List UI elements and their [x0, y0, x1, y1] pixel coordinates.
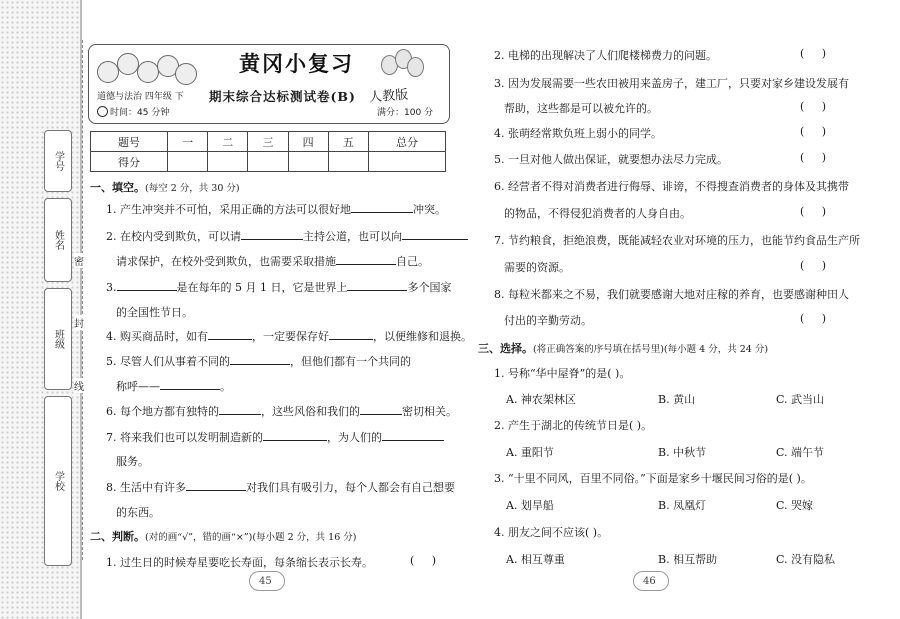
question-choice-3: 3. “十里不同风，百里不同俗。”下面是家乡十堰民间习俗的是( )。 — [494, 472, 812, 485]
answer-paren[interactable]: ( ) — [800, 312, 827, 325]
cut-line — [82, 40, 83, 560]
question-fill-7: 7. 将来我们也可以发明制造新的 ，为人们的 — [106, 431, 444, 444]
score-cell: 题号 — [91, 132, 168, 152]
question-choice-2: 2. 产生于湖北的传统节日是( )。 — [494, 419, 653, 432]
name-box — [44, 198, 72, 282]
choice-option[interactable]: C. 哭嫁 — [776, 499, 814, 512]
cut-mark-mi: 密 — [74, 253, 84, 268]
score-input-cell[interactable] — [208, 152, 248, 172]
score-cell: 得分 — [91, 152, 168, 172]
question-judge-6: 6. 经营者不得对消费者进行侮辱、诽谤，不得搜查消费者的身体及其携带 — [494, 180, 849, 193]
section-fill-heading: 一、填空。(每空 2 分，共 30 分) — [90, 181, 240, 194]
edition-label: 人教版 — [368, 87, 409, 106]
answer-blank[interactable] — [219, 405, 261, 415]
time-limit: 时间：45 分钟 — [110, 108, 170, 118]
binding-margin — [0, 0, 82, 619]
score-cell: 三 — [248, 132, 288, 152]
exam-title: 期末综合达标测试卷(B) — [209, 89, 356, 104]
score-cell: 二 — [208, 132, 248, 152]
question-fill-4: 4. 购买商品时，如有 ，一定要保存好 ，以便维修和退换。 — [106, 330, 472, 343]
class-label: 班级 — [52, 329, 64, 349]
score-cell: 五 — [328, 132, 368, 152]
answer-blank[interactable] — [336, 255, 396, 265]
answer-blank[interactable] — [263, 431, 327, 441]
choice-option[interactable]: B. 中秋节 — [658, 446, 707, 459]
question-judge-1: 1. 过生日的时候寿星要吃长寿面，每条缩长表示长寿。 — [106, 556, 373, 569]
score-input-cell[interactable] — [168, 152, 208, 172]
section-choice-heading: 三、选择。(将正确答案的序号填在括号里)(每小题 4 分，共 24 分) — [478, 342, 769, 355]
answer-blank[interactable] — [351, 203, 413, 213]
page-number-right: 46 — [643, 576, 656, 587]
answer-paren[interactable]: ( ) — [800, 47, 827, 60]
exam-header — [88, 44, 450, 124]
section-judge-heading: 二、判断。(对的画“√”，错的画“×”)(每小题 2 分，共 16 分) — [90, 530, 357, 543]
question-fill-6: 6. 每个地方都有独特的 ，这些风俗和我们的 密切相关。 — [106, 405, 457, 418]
answer-paren[interactable]: ( ) — [800, 205, 827, 218]
answer-blank[interactable] — [186, 481, 246, 491]
clock-icon — [97, 106, 108, 117]
score-cell: 总分 — [368, 132, 445, 152]
answer-blank[interactable] — [329, 330, 373, 340]
school-label: 学校 — [52, 471, 64, 491]
question-choice-4: 4. 朋友之间不应该( )。 — [494, 526, 609, 539]
cut-mark-xian: 线 — [74, 378, 84, 393]
question-choice-1: 1. 号称“华中屋脊”的是( )。 — [494, 367, 631, 380]
answer-blank[interactable] — [208, 330, 252, 340]
question-judge-7-cont: 需要的资源。 — [504, 261, 570, 274]
question-fill-7-cont: 服务。 — [116, 455, 149, 468]
choice-option[interactable]: A. 相互尊重 — [506, 553, 565, 566]
question-fill-2-cont: 请求保护，在校外受到欺负，也需要采取措施 自己。 — [116, 255, 429, 268]
question-judge-8-cont: 付出的辛勤劳动。 — [504, 314, 592, 327]
choice-option[interactable]: C. 没有隐私 — [776, 553, 836, 566]
subject-grade: 道德与法治 四年级 下 — [97, 92, 184, 102]
name-label: 姓名 — [52, 230, 64, 250]
question-fill-8: 8. 生活中有许多 对我们具有吸引力，每个人都会有自己想要 — [106, 481, 455, 494]
answer-paren[interactable]: ( ) — [800, 100, 827, 113]
question-fill-1: 1. 产生冲突并不可怕，采用正确的方法可以很好地 冲突。 — [106, 203, 446, 216]
answer-blank[interactable] — [241, 230, 303, 240]
answer-paren[interactable]: ( ) — [800, 125, 827, 138]
question-judge-4: 4. 张萌经常欺负班上弱小的同学。 — [494, 127, 662, 140]
answer-blank[interactable] — [230, 355, 290, 365]
choice-option[interactable]: A. 重阳节 — [506, 446, 554, 459]
question-fill-2: 2. 在校内受到欺负，可以请 主持公道，也可以向 — [106, 230, 468, 243]
page-number-left: 45 — [259, 576, 272, 587]
question-judge-8: 8. 每粒米都来之不易，我们就要感谢大地对庄稼的养育，也要感谢种田人 — [494, 288, 849, 301]
children-illustration — [95, 49, 195, 87]
answer-blank[interactable] — [402, 230, 468, 240]
score-cell: 一 — [168, 132, 208, 152]
brand-logo-text: 黄冈小复习 — [239, 52, 354, 76]
question-judge-3: 3. 因为发展需要一些农田被用来盖房子，建工厂，只要对家乡建设发展有 — [494, 77, 849, 90]
balloon-illustration — [379, 49, 425, 85]
question-fill-5: 5. 尽管人们从事着不同的 ，但他们都有一个共同的 — [106, 355, 411, 368]
choice-option[interactable]: B. 凤凰灯 — [658, 499, 707, 512]
choice-option[interactable]: C. 端午节 — [776, 446, 825, 459]
score-input-cell[interactable] — [368, 152, 445, 172]
answer-paren[interactable]: ( ) — [800, 259, 827, 272]
class-box — [44, 288, 72, 390]
score-input-cell[interactable] — [288, 152, 328, 172]
answer-blank[interactable] — [160, 380, 220, 390]
score-input-cell[interactable] — [328, 152, 368, 172]
score-table-score-row — [91, 152, 446, 172]
answer-paren[interactable]: ( ) — [800, 151, 827, 164]
answer-blank[interactable] — [117, 281, 177, 291]
choice-option[interactable]: A. 划旱船 — [506, 499, 554, 512]
question-judge-2: 2. 电梯的出现解决了人们爬楼梯费力的问题。 — [494, 49, 717, 62]
answer-paren[interactable]: ( ) — [410, 554, 437, 567]
answer-blank[interactable] — [347, 281, 407, 291]
question-fill-5-cont: 称呼—— 。 — [116, 380, 231, 393]
score-input-cell[interactable] — [248, 152, 288, 172]
choice-option[interactable]: C. 武当山 — [776, 393, 825, 406]
score-table-header-row — [91, 132, 446, 152]
question-fill-3: 3. 是在每年的 5 月 1 日，它是世界上 多个国家 — [106, 281, 452, 294]
school-box — [44, 396, 72, 566]
choice-option[interactable]: B. 相互帮助 — [658, 553, 718, 566]
question-fill-3-cont: 的全国性节日。 — [116, 306, 193, 319]
question-judge-7: 7. 节约粮食，拒绝浪费，既能减轻农业对环境的压力，也能节约食品生产所 — [494, 234, 860, 247]
student-id-box — [44, 130, 72, 192]
choice-option[interactable]: A. 神农架林区 — [506, 393, 576, 406]
question-fill-8-cont: 的东西。 — [116, 506, 160, 519]
answer-blank[interactable] — [360, 405, 402, 415]
question-judge-6-cont: 的物品，不得侵犯消费者的人身自由。 — [504, 207, 691, 220]
student-id-label: 学号 — [52, 151, 64, 171]
answer-blank[interactable] — [382, 431, 444, 441]
cut-mark-feng: 封 — [74, 315, 84, 330]
score-table — [90, 131, 446, 172]
choice-option[interactable]: B. 黄山 — [658, 393, 696, 406]
question-judge-5: 5. 一旦对他人做出保证，就要想办法尽力完成。 — [494, 153, 728, 166]
question-judge-3-cont: 帮助，这些都是可以被允许的。 — [504, 102, 658, 115]
score-cell: 四 — [288, 132, 328, 152]
full-score: 满分：100 分 — [377, 108, 434, 118]
